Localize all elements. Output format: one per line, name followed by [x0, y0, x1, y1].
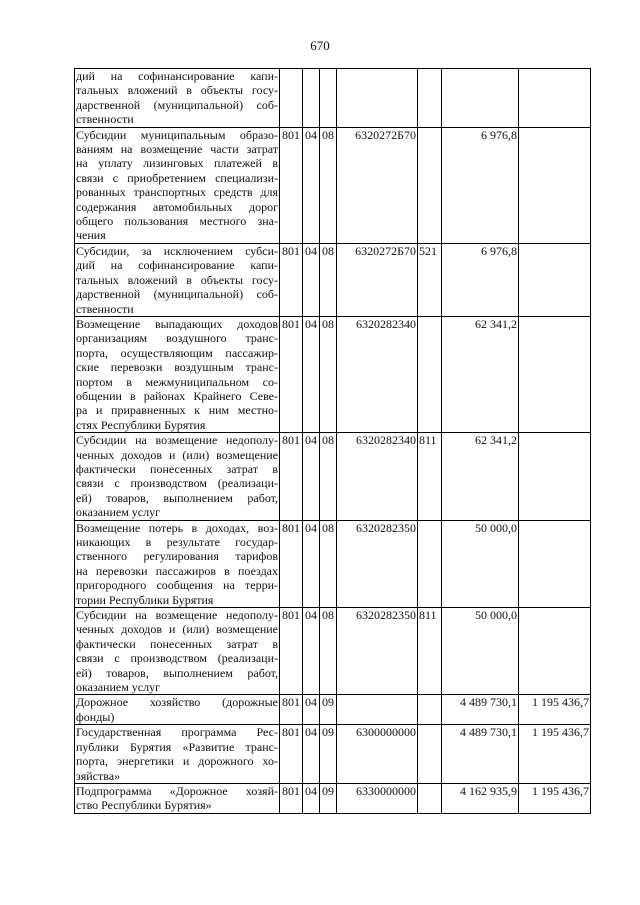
amount-year1-cell: 4 162 935,9: [442, 783, 519, 813]
item-name-line: оказанием услуг: [76, 680, 161, 695]
item-name-cell: [75, 608, 280, 695]
amount-year2-cell: [519, 520, 591, 607]
amount-year2-cell: 1 195 436,7: [519, 725, 591, 784]
amount-year2-cell: 1 195 436,7: [519, 783, 591, 813]
item-name-line: общего пользования местного зна-: [76, 214, 278, 229]
amount-year2-cell: [519, 127, 591, 243]
code-csr-cell: 6320282340: [337, 433, 418, 520]
amount-year1-cell: 4 489 730,1: [442, 725, 519, 784]
code-razdel-cell: 04: [303, 316, 320, 432]
item-name-line: Субсидии на возмещение недополу-: [76, 433, 278, 448]
code-csr-cell: 6320282340: [337, 316, 418, 432]
code-razdel-cell: [303, 69, 320, 128]
code-csr-cell: 6300000000: [337, 725, 418, 784]
code-glav-cell: 801: [280, 783, 303, 813]
item-name-cell: [75, 695, 280, 725]
item-name-line: на перевозки пассажиров в поездах: [76, 563, 278, 578]
code-csr-cell: 6320272Б70: [337, 243, 418, 316]
item-name-line: никающих в результате государ-: [76, 535, 278, 549]
amount-year2-cell: [519, 69, 591, 128]
item-name-line: ра и приравненных к ним местно-: [76, 403, 278, 418]
table-row: [75, 608, 591, 695]
item-name-cell: [75, 433, 280, 520]
item-name-line: общении в районах Крайнего Севе-: [76, 388, 278, 403]
code-podrazdel-cell: 08: [320, 520, 337, 607]
item-name-cell: [75, 725, 280, 784]
code-razdel-cell: 04: [303, 127, 320, 243]
item-name-line: фактически понесенных затрат в: [76, 461, 278, 476]
code-glav-cell: 801: [280, 608, 303, 695]
item-name-line: ваниям на возмещение части затрат: [76, 142, 278, 157]
code-podrazdel-cell: 08: [320, 127, 337, 243]
amount-year1-cell: [442, 69, 519, 128]
amount-year2-cell: 1 195 436,7: [519, 695, 591, 725]
item-name-cell: [75, 316, 280, 432]
item-name-line: ские перевозки воздушным транс-: [76, 360, 278, 375]
code-vr-cell: [418, 520, 442, 607]
code-vr-cell: [418, 69, 442, 128]
item-name-line: Субсидии на возмещение недополу-: [76, 608, 278, 623]
table-row: [75, 243, 591, 316]
code-podrazdel-cell: 09: [320, 783, 337, 813]
code-podrazdel-cell: 08: [320, 433, 337, 520]
code-razdel-cell: 04: [303, 725, 320, 784]
amount-year2-cell: [519, 608, 591, 695]
item-name-line: фактически понесенных затрат в: [76, 636, 278, 651]
item-name-line: рованных транспортных средств для: [76, 185, 278, 200]
item-name-line: порта, энергетики и дорожного хо-: [76, 754, 278, 769]
item-name-line: порта, осуществляющим пассажир-: [76, 345, 278, 360]
table-row: [75, 725, 591, 784]
code-glav-cell: 801: [280, 316, 303, 432]
item-name-line: тальных вложений в объекты госу-: [76, 272, 278, 287]
code-podrazdel-cell: 08: [320, 243, 337, 316]
item-name-line: Субсидии муниципальным образо-: [76, 127, 278, 142]
item-name-line: ченных доходов и (или) возмещение: [76, 622, 278, 637]
amount-year1-cell: 50 000,0: [442, 520, 519, 607]
code-glav-cell: 801: [280, 243, 303, 316]
code-vr-cell: 811: [418, 433, 442, 520]
item-name-line: на уплату лизинговых платежей в: [76, 156, 278, 171]
amount-year1-cell: 62 341,2: [442, 316, 519, 432]
item-name-line: публики Бурятия «Развитие транс-: [76, 739, 278, 754]
item-name-cell: [75, 127, 280, 243]
item-name-cell: [75, 243, 280, 316]
item-name-line: дий на софинансирование капи-: [76, 258, 278, 273]
table-row: [75, 69, 591, 128]
amount-year2-cell: [519, 316, 591, 432]
code-vr-cell: [418, 783, 442, 813]
item-name-line: дарственной (муниципальной) соб-: [76, 287, 278, 302]
amount-year2-cell: [519, 243, 591, 316]
table-row: [75, 783, 591, 813]
item-name-line: зяйства»: [76, 768, 121, 783]
item-name-line: связи с производством (реализаци-: [76, 651, 278, 666]
amount-year1-cell: 62 341,2: [442, 433, 519, 520]
code-glav-cell: 801: [280, 695, 303, 725]
item-name-line: чения: [76, 228, 106, 243]
code-glav-cell: 801: [280, 725, 303, 784]
item-name-line: тории Республики Бурятия: [76, 592, 214, 607]
table-row: [75, 433, 591, 520]
code-vr-cell: [418, 725, 442, 784]
page-number: 670: [310, 38, 330, 53]
item-name-cell: [75, 69, 280, 128]
code-podrazdel-cell: 08: [320, 608, 337, 695]
item-name-line: тальных вложений в объекты госу-: [76, 83, 278, 98]
item-name-cell: [75, 783, 280, 813]
amount-year1-cell: 4 489 730,1: [442, 695, 519, 725]
code-razdel-cell: 04: [303, 783, 320, 813]
item-name-line: Возмещение потерь в доходах, воз-: [76, 520, 278, 535]
code-vr-cell: [418, 127, 442, 243]
item-name-line: портом в межмуниципальном со-: [76, 374, 278, 389]
item-name-line: дий на софинансирование капи-: [76, 69, 278, 83]
item-name-line: Возмещение выпадающих доходов: [76, 316, 278, 331]
item-name-line: ственности: [76, 112, 134, 127]
code-glav-cell: 801: [280, 520, 303, 607]
table-row: [75, 316, 591, 432]
code-razdel-cell: 04: [303, 608, 320, 695]
table-body: [75, 69, 591, 814]
code-podrazdel-cell: 09: [320, 695, 337, 725]
item-name-line: связи с приобретением специализи-: [76, 170, 278, 185]
item-name-line: фонды): [76, 709, 115, 724]
code-csr-cell: 6320282350: [337, 520, 418, 607]
item-name-line: стях Республики Бурятия: [76, 417, 206, 432]
item-name-line: оказанием услуг: [76, 505, 161, 520]
item-name-line: Субсидии, за исключением субси-: [76, 243, 278, 258]
budget-table: [74, 68, 591, 814]
code-csr-cell: 6320272Б70: [337, 127, 418, 243]
amount-year1-cell: 50 000,0: [442, 608, 519, 695]
amount-year1-cell: 6 976,8: [442, 243, 519, 316]
code-csr-cell: [337, 695, 418, 725]
code-csr-cell: 6320282350: [337, 608, 418, 695]
code-razdel-cell: 04: [303, 520, 320, 607]
code-csr-cell: 6330000000: [337, 783, 418, 813]
item-name-line: ей) товаров, выполнением работ,: [76, 490, 278, 505]
item-name-line: ей) товаров, выполнением работ,: [76, 665, 278, 680]
item-name-line: связи с производством (реализаци-: [76, 476, 278, 491]
item-name-cell: [75, 520, 280, 607]
code-razdel-cell: 04: [303, 243, 320, 316]
table-row: [75, 520, 591, 607]
item-name-line: ственного регулирования тарифов: [76, 549, 278, 564]
code-vr-cell: [418, 316, 442, 432]
code-glav-cell: 801: [280, 433, 303, 520]
item-name-line: пригородного сообщения на терри-: [76, 578, 278, 593]
code-vr-cell: [418, 695, 442, 725]
code-vr-cell: 521: [418, 243, 442, 316]
table-row: [75, 695, 591, 725]
code-podrazdel-cell: [320, 69, 337, 128]
table-row: [75, 127, 591, 243]
item-name-line: ство Республики Бурятия»: [76, 798, 212, 813]
code-vr-cell: 811: [418, 608, 442, 695]
code-glav-cell: [280, 69, 303, 128]
item-name-line: Государственная программа Рес-: [76, 725, 278, 740]
code-podrazdel-cell: 09: [320, 725, 337, 784]
item-name-line: дарственной (муниципальной) соб-: [76, 97, 278, 112]
code-razdel-cell: 04: [303, 433, 320, 520]
code-csr-cell: [337, 69, 418, 128]
item-name-line: организациям воздушного транс-: [76, 331, 278, 346]
amount-year2-cell: [519, 433, 591, 520]
item-name-line: ченных доходов и (или) возмещение: [76, 447, 278, 462]
item-name-line: ственности: [76, 301, 134, 316]
amount-year1-cell: 6 976,8: [442, 127, 519, 243]
code-glav-cell: 801: [280, 127, 303, 243]
item-name-line: Дорожное хозяйство (дорожные: [76, 695, 278, 710]
item-name-line: содержания автомобильных дорог: [76, 199, 278, 214]
code-razdel-cell: 04: [303, 695, 320, 725]
item-name-line: Подпрограмма «Дорожное хозяй-: [76, 783, 278, 798]
code-podrazdel-cell: 08: [320, 316, 337, 432]
